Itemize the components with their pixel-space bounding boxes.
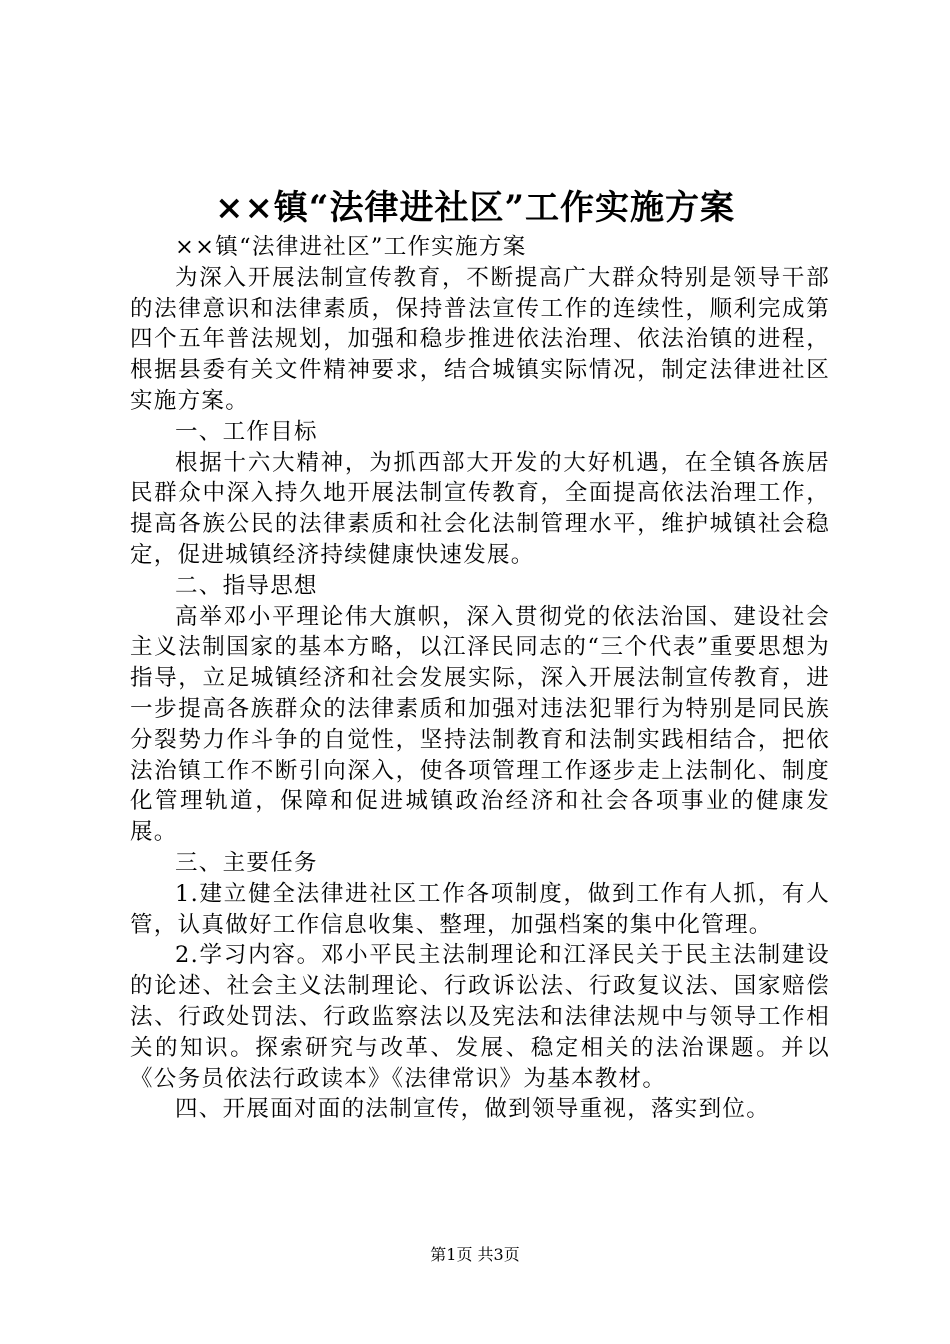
section-heading-tasks: 三、主要任务 (175, 849, 318, 876)
goals-paragraph: 根据十六大精神，为抓西部大开发的大好机遇，在全镇各族居民群众中深入持久地开展法制宣传教育，全面提高依法治理工作，提高各族公民的法律素质和社会化法制管理水平，维护城镇社会稳定，促进城镇经济持续健康快速发展。 (130, 449, 830, 568)
document-body (130, 232, 830, 1125)
subtitle-line: ××镇“法律进社区”工作实施方案 (175, 234, 527, 260)
page-number-footer: 第1页 共3页 (430, 1245, 520, 1264)
section-heading-guidance: 二、指导思想 (175, 572, 318, 599)
task-item-2: 2.学习内容。邓小平民主法制理论和江泽民关于民主法制建设的论述、社会主义法制理论、行政诉讼法、行政复议法、国家赔偿法、行政处罚法、行政监察法以及宪法和法律法规中与领导工作相关的知识。探索研究与改革、发展、稳定相关的法治课题。并以《公务员依法行政读本》《法律常识》为基本教材。 (130, 942, 830, 1092)
document-title: ××镇“法律进社区”工作实施方案 (214, 188, 736, 228)
section-heading-publicity: 四、开展面对面的法制宣传，做到领导重视，落实到位。 (175, 1096, 771, 1123)
intro-paragraph: 为深入开展法制宣传教育，不断提高广大群众特别是领导干部的法律意识和法律素质，保持普法宣传工作的连续性，顺利完成第四个五年普法规划，加强和稳步推进依法治理、依法治镇的进程，根据县委有关文件精神要求，结合城镇实际情况，制定法律进社区实施方案。 (130, 264, 830, 414)
section-heading-goals: 一、工作目标 (175, 418, 318, 445)
task-item-1: 1.建立健全法律进社区工作各项制度，做到工作有人抓，有人管，认真做好工作信息收集、整理，加强档案的集中化管理。 (130, 880, 830, 938)
guidance-paragraph: 高举邓小平理论伟大旗帜，深入贯彻党的依法治国、建设社会主义法制国家的基本方略，以江泽民同志的“三个代表”重要思想为指导，立足城镇经济和社会发展实际，深入开展法制宣传教育，进一步提高各族群众的法律素质和加强对违法犯罪行为特别是同民族分裂势力作斗争的自觉性，坚持法制教育和法制实践相结合，把依法治镇工作不断引向深入，使各项管理工作逐步走上法制化、制度化管理轨道，保障和促进城镇政治经济和社会各项事业的健康发展。 (130, 603, 830, 846)
